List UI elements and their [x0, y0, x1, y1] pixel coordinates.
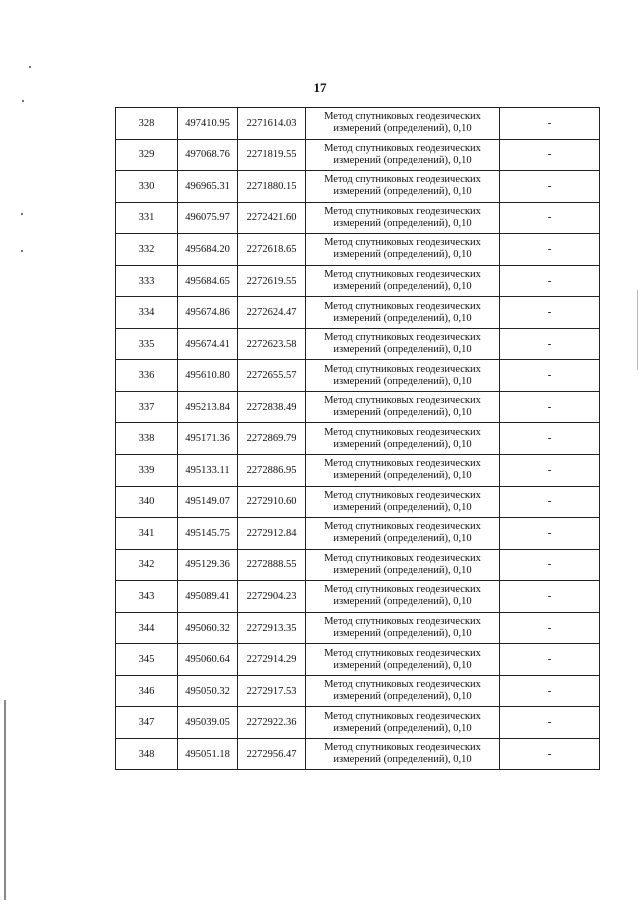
x-coordinate-cell: 495145.75	[178, 518, 238, 550]
x-coordinate-cell: 495050.32	[178, 675, 238, 707]
method-line-2: измерений (определений), 0,10	[333, 754, 472, 766]
x-coordinate-cell: 496965.31	[178, 171, 238, 203]
extra-cell: -	[500, 423, 600, 455]
method-line-1: Метод спутниковых геодезических	[324, 679, 481, 691]
point-number-cell: 344	[116, 612, 178, 644]
table-row	[116, 675, 600, 707]
table-row	[116, 644, 600, 676]
point-number-cell: 346	[116, 675, 178, 707]
table-row	[116, 612, 600, 644]
scan-edge-left	[4, 700, 6, 900]
method-line-2: измерений (определений), 0,10	[333, 659, 472, 671]
scan-mark	[21, 213, 23, 215]
table-row	[116, 581, 600, 613]
method-line-2: измерений (определений), 0,10	[333, 154, 472, 166]
extra-cell: -	[500, 549, 600, 581]
method-cell	[306, 644, 500, 676]
coordinates-table-body	[116, 108, 600, 770]
table-row	[116, 455, 600, 487]
extra-cell: -	[500, 644, 600, 676]
y-coordinate-cell: 2271880.15	[238, 171, 306, 203]
method-line-2: измерений (определений), 0,10	[333, 407, 472, 419]
table-row	[116, 265, 600, 297]
method-line-1: Метод спутниковых геодезических	[324, 174, 481, 186]
y-coordinate-cell: 2271819.55	[238, 139, 306, 171]
x-coordinate-cell: 495149.07	[178, 486, 238, 518]
method-cell	[306, 738, 500, 770]
method-line-2: измерений (определений), 0,10	[333, 564, 472, 576]
table-row	[116, 234, 600, 266]
table-row	[116, 423, 600, 455]
extra-cell: -	[500, 202, 600, 234]
x-coordinate-cell: 495171.36	[178, 423, 238, 455]
extra-cell: -	[500, 234, 600, 266]
x-coordinate-cell: 495129.36	[178, 549, 238, 581]
extra-cell: -	[500, 171, 600, 203]
y-coordinate-cell: 2272421.60	[238, 202, 306, 234]
method-line-2: измерений (определений), 0,10	[333, 596, 472, 608]
point-number-cell: 333	[116, 265, 178, 297]
method-line-2: измерений (определений), 0,10	[333, 501, 472, 513]
method-line-1: Метод спутниковых геодезических	[324, 269, 481, 280]
extra-cell: -	[500, 675, 600, 707]
x-coordinate-cell: 495610.80	[178, 360, 238, 392]
method-line-1: Метод спутниковых геодезических	[324, 426, 481, 438]
point-number-cell: 338	[116, 423, 178, 455]
x-coordinate-cell: 495674.86	[178, 297, 238, 329]
scan-mark	[29, 66, 31, 68]
method-cell	[306, 171, 500, 203]
method-line-1: Метод спутниковых геодезических	[324, 489, 481, 501]
method-line-2: измерений (определений), 0,10	[333, 123, 472, 135]
point-number-cell: 341	[116, 518, 178, 550]
method-cell	[306, 423, 500, 455]
table-row	[116, 486, 600, 518]
method-cell	[306, 455, 500, 487]
y-coordinate-cell: 2272912.84	[238, 518, 306, 550]
extra-cell: -	[500, 612, 600, 644]
method-cell	[306, 612, 500, 644]
y-coordinate-cell: 2271614.03	[238, 108, 306, 140]
x-coordinate-cell: 495051.18	[178, 738, 238, 770]
scan-mark	[22, 100, 24, 102]
x-coordinate-cell: 497068.76	[178, 139, 238, 171]
method-line-1: Метод спутниковых геодезических	[324, 363, 481, 375]
method-line-1: Метод спутниковых геодезических	[324, 300, 481, 312]
method-cell	[306, 707, 500, 739]
method-line-1: Метод спутниковых геодезических	[324, 395, 481, 407]
y-coordinate-cell: 2272886.95	[238, 455, 306, 487]
point-number-cell: 330	[116, 171, 178, 203]
method-line-1: Метод спутниковых геодезических	[324, 616, 481, 628]
method-cell	[306, 486, 500, 518]
method-cell	[306, 581, 500, 613]
point-number-cell: 334	[116, 297, 178, 329]
x-coordinate-cell: 495133.11	[178, 455, 238, 487]
extra-cell: -	[500, 738, 600, 770]
table-row	[116, 202, 600, 234]
method-line-2: измерений (определений), 0,10	[333, 281, 472, 292]
method-cell	[306, 202, 500, 234]
method-line-1: Метод спутниковых геодезических	[324, 710, 481, 722]
point-number-cell: 348	[116, 738, 178, 770]
y-coordinate-cell: 2272910.60	[238, 486, 306, 518]
table-row	[116, 171, 600, 203]
method-cell	[306, 518, 500, 550]
point-number-cell: 339	[116, 455, 178, 487]
extra-cell: -	[500, 139, 600, 171]
table-row	[116, 549, 600, 581]
method-line-2: измерений (определений), 0,10	[333, 375, 472, 387]
extra-cell: -	[500, 360, 600, 392]
x-coordinate-cell: 495674.41	[178, 328, 238, 360]
point-number-cell: 332	[116, 234, 178, 266]
x-coordinate-cell: 497410.95	[178, 108, 238, 140]
method-cell	[306, 549, 500, 581]
point-number-cell: 340	[116, 486, 178, 518]
point-number-cell: 342	[116, 549, 178, 581]
y-coordinate-cell: 2272623.58	[238, 328, 306, 360]
coordinates-table	[115, 107, 600, 770]
extra-cell: -	[500, 518, 600, 550]
y-coordinate-cell: 2272624.47	[238, 297, 306, 329]
extra-cell: -	[500, 391, 600, 423]
y-coordinate-cell: 2272838.49	[238, 391, 306, 423]
method-line-1: Метод спутниковых геодезических	[324, 205, 481, 217]
y-coordinate-cell: 2272917.53	[238, 675, 306, 707]
method-line-2: измерений (определений), 0,10	[333, 722, 472, 734]
y-coordinate-cell: 2272956.47	[238, 738, 306, 770]
method-line-2: измерений (определений), 0,10	[333, 470, 472, 482]
table-row	[116, 391, 600, 423]
method-line-1: Метод спутниковых геодезических	[324, 584, 481, 596]
y-coordinate-cell: 2272655.57	[238, 360, 306, 392]
x-coordinate-cell: 495684.20	[178, 234, 238, 266]
y-coordinate-cell: 2272914.29	[238, 644, 306, 676]
y-coordinate-cell: 2272913.35	[238, 612, 306, 644]
method-line-1: Метод спутниковых геодезических	[324, 552, 481, 564]
method-line-2: измерений (определений), 0,10	[333, 312, 472, 324]
method-line-2: измерений (определений), 0,10	[333, 691, 472, 703]
method-line-2: измерений (определений), 0,10	[333, 533, 472, 545]
point-number-cell: 329	[116, 139, 178, 171]
method-cell	[306, 328, 500, 360]
point-number-cell: 335	[116, 328, 178, 360]
x-coordinate-cell: 495060.32	[178, 612, 238, 644]
extra-cell: -	[500, 455, 600, 487]
point-number-cell: 347	[116, 707, 178, 739]
table-row	[116, 707, 600, 739]
method-cell	[306, 675, 500, 707]
x-coordinate-cell: 495060.64	[178, 644, 238, 676]
method-cell	[306, 234, 500, 266]
x-coordinate-cell: 495039.05	[178, 707, 238, 739]
method-line-1: Метод спутниковых геодезических	[324, 742, 481, 754]
scan-edge-right	[637, 290, 638, 370]
method-cell	[306, 391, 500, 423]
method-line-1: Метод спутниковых геодезических	[324, 332, 481, 344]
method-line-1: Метод спутниковых геодезических	[324, 647, 481, 659]
scan-mark	[21, 250, 23, 252]
y-coordinate-cell: 2272618.65	[238, 234, 306, 266]
table-row	[116, 108, 600, 140]
extra-cell: -	[500, 581, 600, 613]
extra-cell: -	[500, 486, 600, 518]
y-coordinate-cell: 2272869.79	[238, 423, 306, 455]
method-line-2: измерений (определений), 0,10	[333, 217, 472, 229]
extra-cell: -	[500, 265, 600, 297]
method-line-1: Метод спутниковых геодезических	[324, 142, 481, 154]
table-row	[116, 328, 600, 360]
table-row	[116, 297, 600, 329]
point-number-cell: 328	[116, 108, 178, 140]
point-number-cell: 331	[116, 202, 178, 234]
y-coordinate-cell: 2272619.55	[238, 265, 306, 297]
x-coordinate-cell: 495684.65	[178, 265, 238, 297]
method-line-2: измерений (определений), 0,10	[333, 186, 472, 198]
table-row	[116, 738, 600, 770]
extra-cell: -	[500, 297, 600, 329]
point-number-cell: 336	[116, 360, 178, 392]
y-coordinate-cell: 2272888.55	[238, 549, 306, 581]
table-row	[116, 139, 600, 171]
table-row	[116, 360, 600, 392]
table-row	[116, 518, 600, 550]
method-cell	[306, 297, 500, 329]
y-coordinate-cell: 2272904.23	[238, 581, 306, 613]
point-number-cell: 345	[116, 644, 178, 676]
method-cell	[306, 139, 500, 171]
point-number-cell: 343	[116, 581, 178, 613]
method-line-2: измерений (определений), 0,10	[333, 628, 472, 640]
extra-cell: -	[500, 328, 600, 360]
method-cell	[306, 360, 500, 392]
method-cell	[306, 265, 500, 297]
method-line-2: измерений (определений), 0,10	[333, 344, 472, 356]
method-line-2: измерений (определений), 0,10	[333, 438, 472, 450]
method-line-2: измерений (определений), 0,10	[333, 249, 472, 261]
x-coordinate-cell: 495089.41	[178, 581, 238, 613]
method-line-1: Метод спутниковых геодезических	[324, 458, 481, 470]
method-line-1: Метод спутниковых геодезических	[324, 521, 481, 533]
x-coordinate-cell: 495213.84	[178, 391, 238, 423]
extra-cell: -	[500, 707, 600, 739]
method-cell	[306, 108, 500, 140]
point-number-cell: 337	[116, 391, 178, 423]
x-coordinate-cell: 496075.97	[178, 202, 238, 234]
page-number: 17	[313, 80, 327, 95]
method-line-1: Метод спутниковых геодезических	[324, 237, 481, 249]
extra-cell: -	[500, 108, 600, 140]
y-coordinate-cell: 2272922.36	[238, 707, 306, 739]
method-line-1: Метод спутниковых геодезических	[324, 111, 481, 123]
